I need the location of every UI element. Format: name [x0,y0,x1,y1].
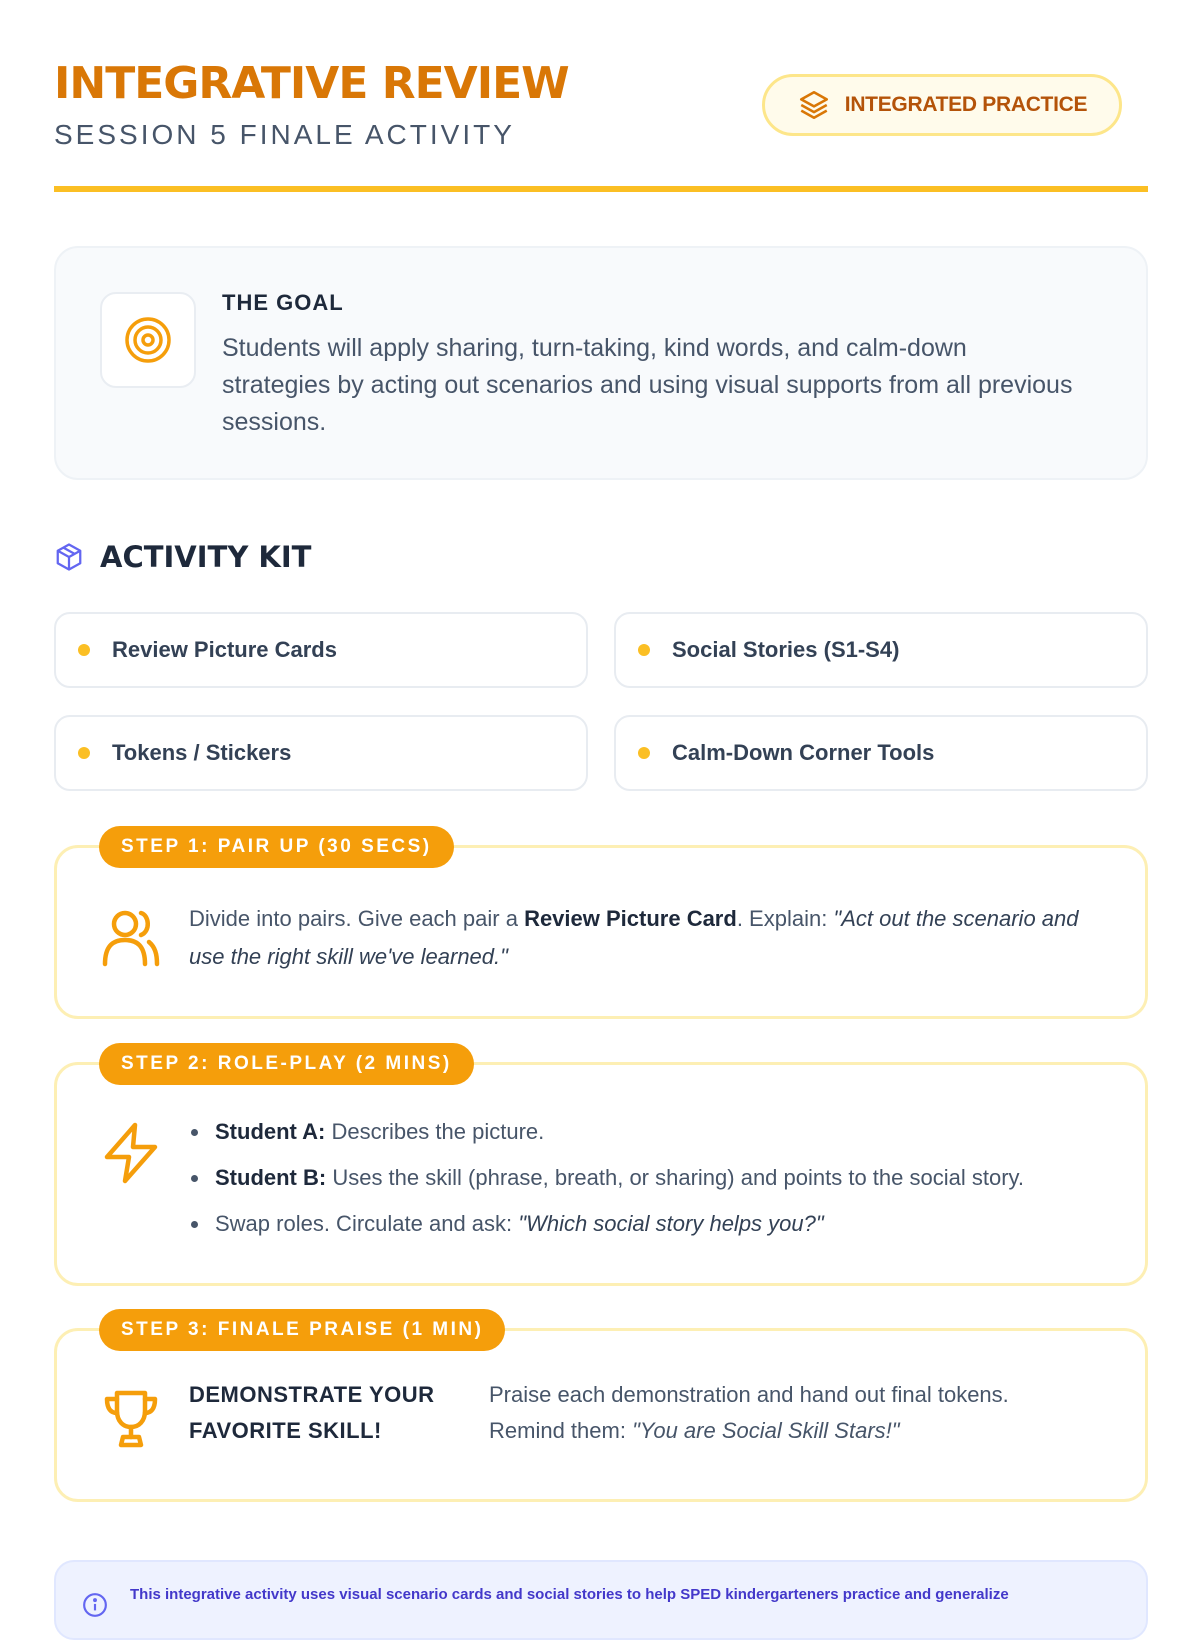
step-3-text-part: Praise each demonstration and hand out final tokens. Remind them: [489,1382,1009,1443]
goal-title: THE GOAL [222,290,344,315]
kit-item-label: Social Stories (S1-S4) [672,637,900,662]
bullet-dot [78,644,90,656]
step-2-card [54,1053,1148,1286]
goal-text: Students will apply sharing, turn-taking, kind words, and calm-down strategies by acting out scenarios and using visual supports from all previous sessions. [222,334,1073,436]
bullet-dot [638,644,650,656]
kit-item [614,612,1148,688]
step-1-text-part: Divide into pairs. Give each pair a [189,906,525,931]
swap-roles-text: Swap roles. Circulate and ask: [215,1211,519,1236]
bullet-dot [78,747,90,759]
list-item [189,1155,1129,1201]
kit-item-label: Review Picture Cards [112,637,337,662]
target-icon [123,315,173,365]
target-icon-box [100,292,196,388]
kit-item [54,715,588,791]
student-b-text: Uses the skill (phrase, breath, or sharing) and points to the social story. [326,1165,1025,1190]
layers-icon [797,88,831,122]
step-3-card [54,1319,1148,1502]
step-1-text [189,900,1109,976]
list-item [189,1201,1129,1247]
info-note [54,1560,1148,1640]
kit-item-label: Tokens / Stickers [112,740,292,765]
box-icon [54,542,84,572]
step-2-list [189,1109,1129,1247]
trophy-icon [99,1387,163,1451]
swap-roles-quote: "Which social story helps you?" [518,1211,824,1236]
goal-card [54,246,1148,480]
users-icon [99,904,163,968]
step-1-label: STEP 1: PAIR UP (30 SECS) [99,826,454,868]
activity-kit-heading [54,540,311,574]
page-header [54,56,1146,152]
step-3-label: STEP 3: FINALE PRAISE (1 MIN) [99,1309,505,1351]
bullet-dot [638,747,650,759]
step-3-text [489,1377,1089,1449]
student-a-text: Describes the picture. [325,1119,545,1144]
info-icon [82,1592,108,1618]
kit-item-label: Calm-Down Corner Tools [672,740,935,765]
info-note-text: This integrative activity uses visual scenario cards and social stories to help SPED kindergarteners practice and generalize [130,1586,1009,1603]
step-3-title: DEMONSTRATE YOUR FAVORITE SKILL! [189,1382,435,1443]
student-a-label: Student A: [215,1119,326,1144]
student-b-label: Student B: [215,1165,327,1190]
step-1-bold: Review Picture Card [524,906,737,931]
kit-item [54,612,588,688]
integrated-practice-badge [762,74,1122,136]
page-subtitle: SESSION 5 FINALE ACTIVITY [54,119,515,150]
step-1-text-part: . Explain: [736,906,834,931]
step-3-quote: "You are Social Skill Stars!" [632,1418,900,1443]
list-item [189,1109,1129,1155]
step-1-quote: "Act out the scenario and use the right skill we've learned." [189,906,1079,969]
page-title: INTEGRATIVE REVIEW [54,58,569,109]
badge-label: INTEGRATED PRACTICE [844,93,1088,116]
step-1-card [54,836,1148,1019]
header-divider [54,186,1148,192]
kit-item [614,715,1148,791]
activity-kit-title: ACTIVITY KIT [100,540,312,574]
step-2-label: STEP 2: ROLE-PLAY (2 MINS) [99,1043,474,1085]
lightning-icon [99,1121,163,1185]
